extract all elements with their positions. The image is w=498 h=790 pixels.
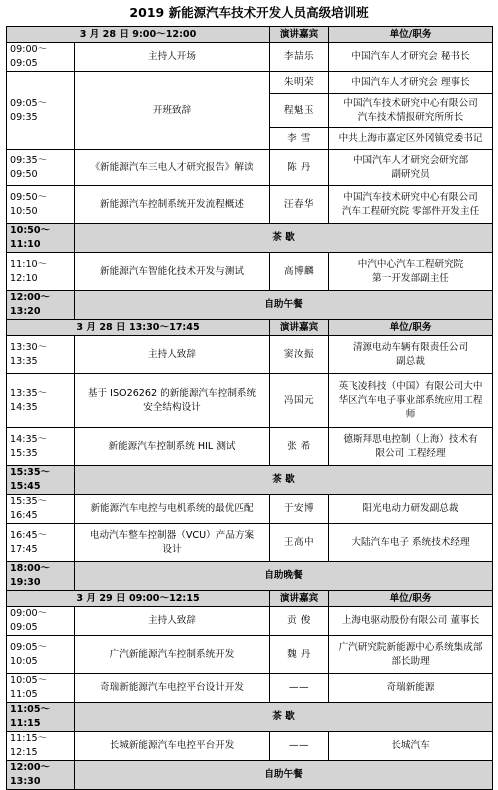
time-cell: 09:35～09:50 [7,150,75,186]
speaker-cell: —— [270,674,329,703]
break-row [7,291,493,320]
speaker-header: 演讲嘉宾 [270,591,329,607]
break-row [7,224,493,253]
time-cell: 13:30～13:35 [7,336,75,374]
table-row [7,636,493,674]
time-cell: 15:35～15:45 [7,466,75,495]
org-cell: 中国汽车人才研究会 理事长 [329,72,493,94]
schedule-table [6,26,493,790]
speaker-cell: 朱明荣 [270,72,329,94]
org-cell: 长城汽车 [329,732,493,761]
break-label: 茶 歇 [75,466,493,495]
table-row [7,43,493,72]
speaker-cell: 高博麟 [270,253,329,291]
org-cell: 大陆汽车电子 系统技术经理 [329,524,493,562]
table-row [7,150,493,186]
org-cell: 德斯拜思电控制（上海）技术有 限公司 工程经理 [329,428,493,466]
topic-cell: 电动汽车整车控制器（VCU）产品方案 设计 [75,524,270,562]
break-label: 茶 歇 [75,224,493,253]
speaker-cell: 冯国元 [270,374,329,428]
break-label: 自助午餐 [75,761,493,790]
table-row [7,186,493,224]
speaker-header: 演讲嘉宾 [270,27,329,43]
table-row [7,336,493,374]
time-cell: 10:05～11:05 [7,674,75,703]
topic-cell: 开班致辞 [75,72,270,150]
table-row [7,72,493,94]
break-row [7,562,493,591]
topic-cell: 新能源汽车控制系统 HIL 测试 [75,428,270,466]
speaker-cell: 张 希 [270,428,329,466]
speaker-cell: —— [270,732,329,761]
time-cell: 09:00～09:05 [7,607,75,636]
org-cell: 中汽中心汽车工程研究院 第一开发部副主任 [329,253,493,291]
time-cell: 11:05～11:15 [7,703,75,732]
table-row [7,674,493,703]
time-cell: 10:50～11:10 [7,224,75,253]
time-cell: 09:05～09:35 [7,72,75,150]
time-cell: 12:00～13:20 [7,291,75,320]
time-cell: 14:35～15:35 [7,428,75,466]
topic-cell: 广汽新能源汽车控制系统开发 [75,636,270,674]
break-label: 自助午餐 [75,291,493,320]
break-label: 茶 歇 [75,703,493,732]
time-cell: 15:35～16:45 [7,495,75,524]
time-cell: 13:35～14:35 [7,374,75,428]
speaker-cell: 王高中 [270,524,329,562]
org-cell: 奇瑞新能源 [329,674,493,703]
org-cell: 清源电动车辆有限责任公司 副总裁 [329,336,493,374]
break-row [7,703,493,732]
org-cell: 中共上海市嘉定区外冈镇党委书记 [329,128,493,150]
speaker-cell: 窦汝振 [270,336,329,374]
time-cell: 11:10～12:10 [7,253,75,291]
topic-cell: 奇瑞新能源汽车电控平台设计开发 [75,674,270,703]
org-cell: 上海电驱动股份有限公司 董事长 [329,607,493,636]
topic-cell: 新能源汽车控制系统开发流程概述 [75,186,270,224]
table-row [7,495,493,524]
topic-cell: 新能源汽车电控与电机系统的最优匹配 [75,495,270,524]
org-cell: 中国汽车技术研究中心有限公司 汽车技术情报研究所所长 [329,94,493,128]
table-row [7,374,493,428]
speaker-cell: 于安博 [270,495,329,524]
time-cell: 09:05～10:05 [7,636,75,674]
table-row [7,607,493,636]
speaker-cell: 魏 丹 [270,636,329,674]
org-header: 单位/职务 [329,591,493,607]
time-cell: 12:00～13:30 [7,761,75,790]
topic-cell: 新能源汽车智能化技术开发与测试 [75,253,270,291]
time-cell: 09:00～09:05 [7,43,75,72]
time-cell: 11:15～12:15 [7,732,75,761]
session-date: 3 月 28 日 9:00～12:00 [7,27,270,43]
speaker-cell: 陈 丹 [270,150,329,186]
org-header: 单位/职务 [329,27,493,43]
session-date: 3 月 29 日 09:00～12:15 [7,591,270,607]
time-cell: 09:50～10:50 [7,186,75,224]
table-row [7,524,493,562]
speaker-cell: 程魁玉 [270,94,329,128]
org-cell: 中国汽车人才研究会研究部 副研究员 [329,150,493,186]
topic-cell: 主持人致辞 [75,607,270,636]
org-cell: 阳光电动力研发副总裁 [329,495,493,524]
break-row [7,761,493,790]
time-cell: 16:45～17:45 [7,524,75,562]
time-cell: 18:00～19:30 [7,562,75,591]
topic-cell: 基于 ISO26262 的新能源汽车控制系统 安全结构设计 [75,374,270,428]
org-cell: 中国汽车技术研究中心有限公司 汽车工程研究院 零部件开发主任 [329,186,493,224]
session-header [7,591,493,607]
document-title: 2019 新能源汽车技术开发人员高级培训班 [129,5,369,20]
table-row [7,732,493,761]
session-header [7,320,493,336]
topic-cell: 《新能源汽车三电人才研究报告》解读 [75,150,270,186]
table-row [7,253,493,291]
org-cell: 英飞凌科技（中国）有限公司大中 华区汽车电子事业部系统应用工程 师 [329,374,493,428]
break-row [7,466,493,495]
session-header [7,27,493,43]
topic-cell: 主持人开场 [75,43,270,72]
speaker-header: 演讲嘉宾 [270,320,329,336]
topic-cell: 主持人致辞 [75,336,270,374]
topic-cell: 长城新能源汽车电控平台开发 [75,732,270,761]
table-row [7,428,493,466]
break-label: 自助晚餐 [75,562,493,591]
org-cell: 广汽研究院新能源中心系统集成部 部长助理 [329,636,493,674]
speaker-cell: 李喆乐 [270,43,329,72]
org-cell: 中国汽车人才研究会 秘书长 [329,43,493,72]
speaker-cell: 贡 俊 [270,607,329,636]
session-date: 3 月 28 日 13:30～17:45 [7,320,270,336]
speaker-cell: 汪春华 [270,186,329,224]
speaker-cell: 李 雪 [270,128,329,150]
org-header: 单位/职务 [329,320,493,336]
